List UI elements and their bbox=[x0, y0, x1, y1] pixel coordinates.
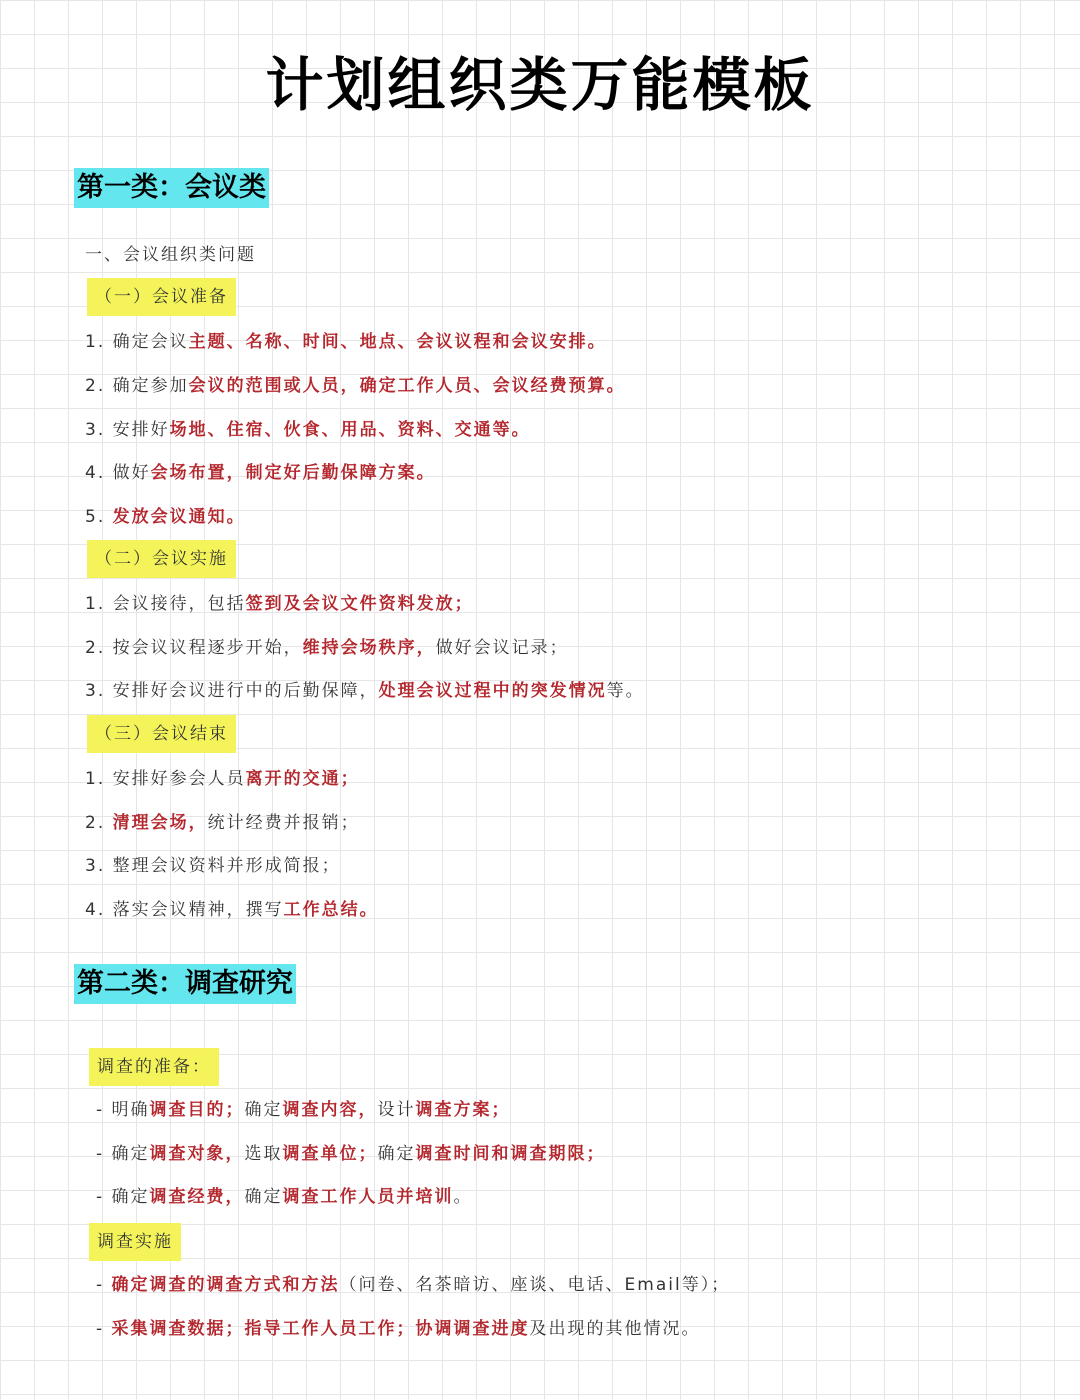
list-item: 3. 整理会议资料并形成简报； bbox=[85, 856, 341, 876]
list-item: 4. 做好会场布置，制定好后勤保障方案。 bbox=[85, 463, 436, 483]
subheading-meeting-impl: （二）会议实施 bbox=[87, 540, 236, 578]
list-item: - 确定调查经费，确定调查工作人员并培训。 bbox=[96, 1187, 473, 1207]
section-heading-research: 第二类：调查研究 bbox=[74, 964, 296, 1004]
list-item: 4. 落实会议精神，撰写工作总结。 bbox=[85, 900, 379, 920]
list-item: 3. 安排好场地、住宿、伙食、用品、资料、交通等。 bbox=[85, 420, 531, 440]
subheading-research-impl: 调查实施 bbox=[89, 1223, 181, 1261]
list-item: - 采集调查数据；指导工作人员工作；协调调查进度及出现的其他情况。 bbox=[96, 1319, 701, 1339]
list-item: 1. 安排好参会人员离开的交通； bbox=[85, 769, 360, 789]
subheading-meeting-end: （三）会议结束 bbox=[87, 715, 236, 753]
section-intro: 一、会议组织类问题 bbox=[85, 245, 256, 265]
section-heading-meetings: 第一类：会议类 bbox=[74, 168, 269, 208]
list-item: - 确定调查对象，选取调查单位；确定调查时间和调查期限； bbox=[96, 1144, 606, 1164]
list-item: 3. 安排好会议进行中的后勤保障，处理会议过程中的突发情况等。 bbox=[85, 681, 645, 701]
list-item: - 确定调查的调查方式和方法（问卷、名茶暗访、座谈、电话、Email等）； bbox=[96, 1275, 731, 1295]
list-item: 1. 确定会议主题、名称、时间、地点、会议议程和会议安排。 bbox=[85, 332, 607, 352]
page-title: 计划组织类万能模板 bbox=[265, 51, 815, 119]
list-item: 2. 按会议议程逐步开始，维持会场秩序，做好会议记录； bbox=[85, 638, 569, 658]
subheading-research-prep: 调查的准备： bbox=[89, 1048, 219, 1086]
list-item: 2. 确定参加会议的范围或人员，确定工作人员、会议经费预算。 bbox=[85, 376, 626, 396]
list-item: - 明确调查目的；确定调查内容，设计调查方案； bbox=[96, 1100, 511, 1120]
list-item: 1. 会议接待，包括签到及会议文件资料发放； bbox=[85, 594, 474, 614]
list-item: 5. 发放会议通知。 bbox=[85, 507, 246, 527]
list-item: 2. 清理会场，统计经费并报销； bbox=[85, 813, 360, 833]
subheading-meeting-prep: （一）会议准备 bbox=[87, 278, 236, 316]
